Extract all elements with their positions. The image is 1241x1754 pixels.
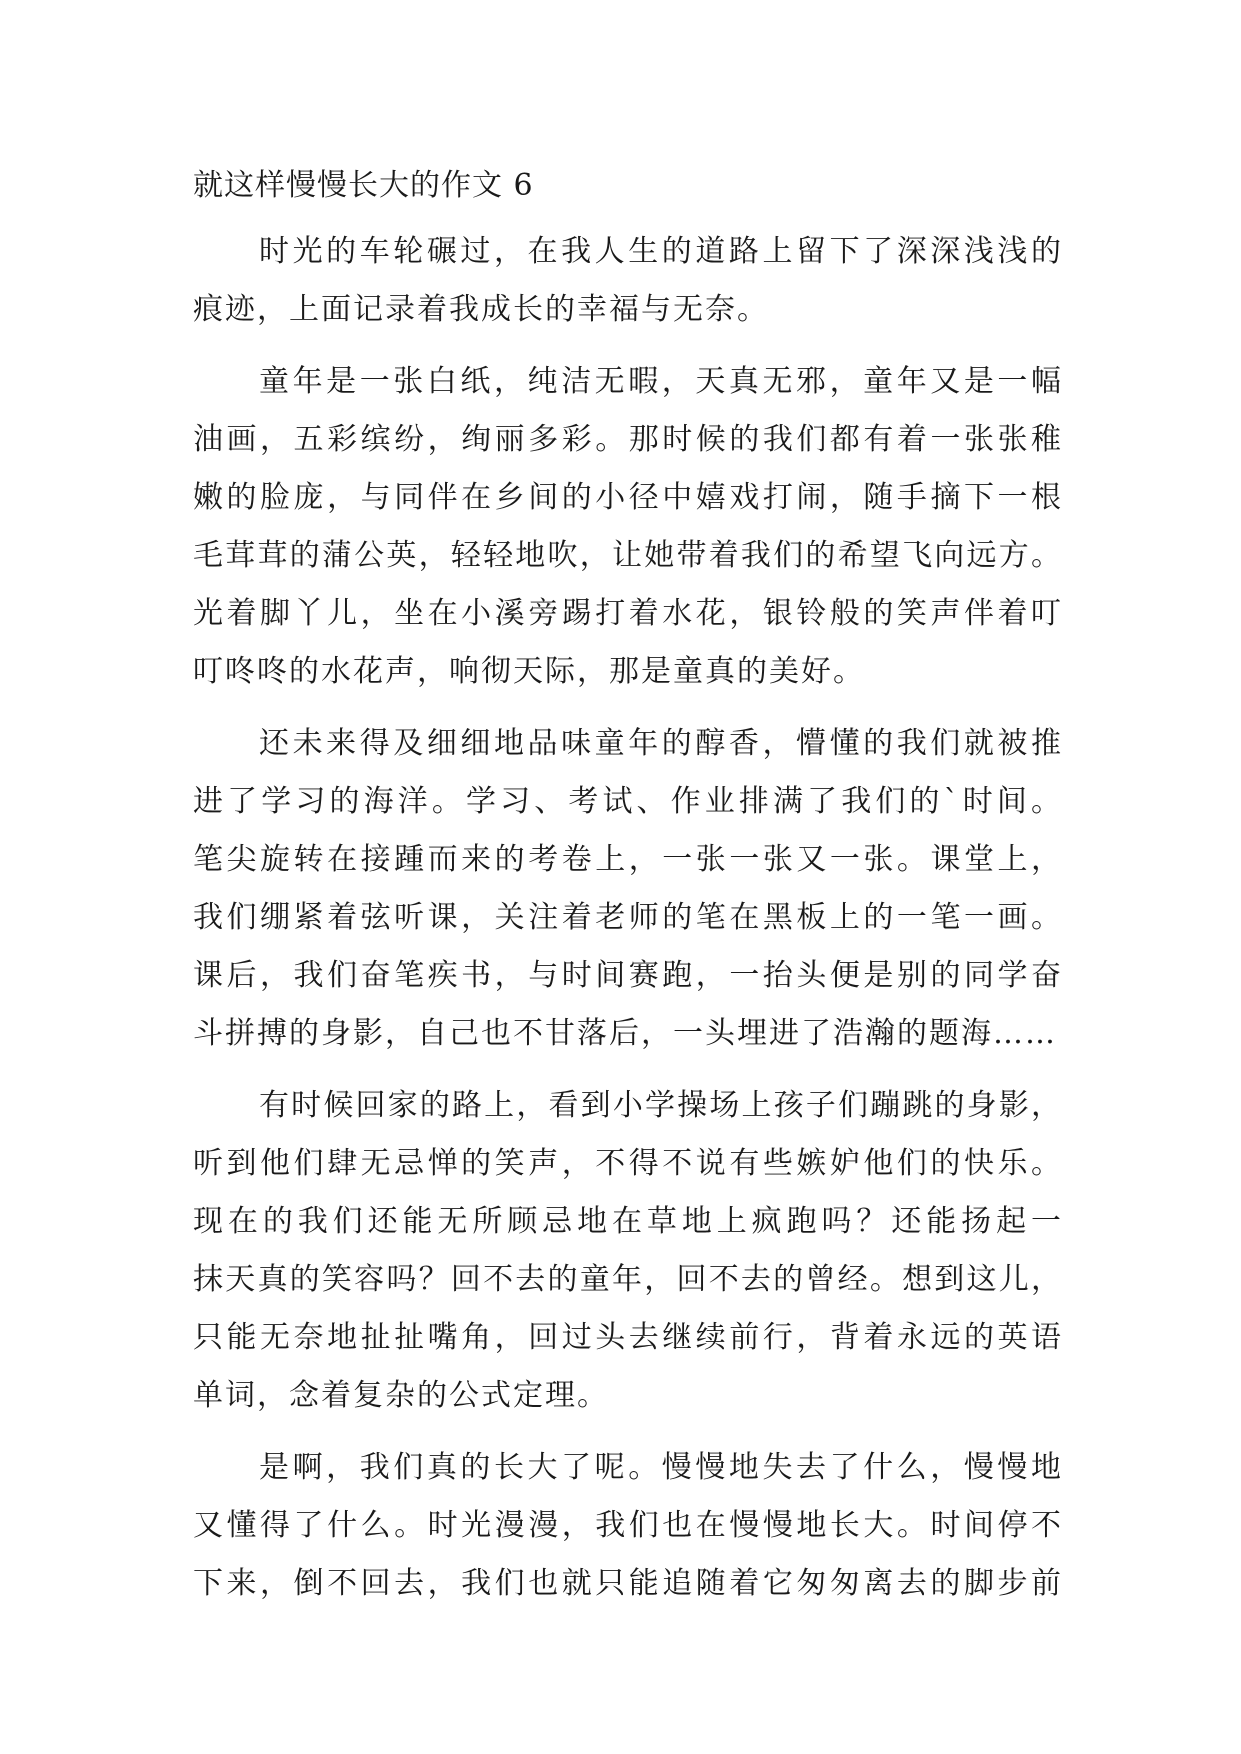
paragraph-line: 进了学习的海洋。学习、考试、作业排满了我们的`时间。: [193, 784, 1063, 819]
paragraph-line: 笔尖旋转在接踵而来的考卷上，一张一张又一张。课堂上，: [193, 842, 1063, 877]
paragraph-3: [193, 715, 1063, 1063]
paragraph-line: 抹天真的笑容吗？回不去的童年，回不去的曾经。想到这儿，: [193, 1262, 1063, 1297]
document-body: [193, 162, 1063, 1613]
paragraph-line: 现在的我们还能无所顾忌地在草地上疯跑吗？还能扬起一: [193, 1204, 1063, 1239]
paragraph-line: 是啊，我们真的长大了呢。慢慢地失去了什么，慢慢地: [259, 1450, 1063, 1485]
paragraph-line: 斗拼搏的身影，自己也不甘落后，一头埋进了浩瀚的题海……: [193, 1016, 1057, 1051]
paragraph-line: 有时候回家的路上，看到小学操场上孩子们蹦跳的身影，: [259, 1088, 1063, 1123]
paragraph-line: 听到他们肆无忌惮的笑声，不得不说有些嫉妒他们的快乐。: [193, 1146, 1063, 1181]
paragraph-2: [193, 353, 1063, 701]
paragraph-line: 童年是一张白纸，纯洁无暇，天真无邪，童年又是一幅: [259, 364, 1063, 399]
paragraph-line: 课后，我们奋笔疾书，与时间赛跑，一抬头便是别的同学奋: [193, 958, 1063, 993]
paragraph-line: 下来，倒不回去，我们也就只能追随着它匆匆离去的脚步前: [193, 1566, 1063, 1601]
paragraph-line: 嫩的脸庞，与同伴在乡间的小径中嬉戏打闹，随手摘下一根: [193, 480, 1063, 515]
paragraph-line: 光着脚丫儿，坐在小溪旁踢打着水花，银铃般的笑声伴着叮: [193, 596, 1063, 631]
paragraph-line: 单词，念着复杂的公式定理。: [193, 1378, 609, 1413]
paragraph-4: [193, 1077, 1063, 1425]
paragraph-line: 又懂得了什么。时光漫漫，我们也在慢慢地长大。时间停不: [193, 1508, 1063, 1543]
paragraph-line: 毛茸茸的蒲公英，轻轻地吹，让她带着我们的希望飞向远方。: [193, 538, 1063, 573]
paragraph-line: 叮咚咚的水花声，响彻天际，那是童真的美好。: [193, 654, 865, 689]
paragraph-line: 时光的车轮碾过，在我人生的道路上留下了深深浅浅的: [259, 234, 1063, 269]
paragraph-line: 还未来得及细细地品味童年的醇香，懵懂的我们就被推: [259, 726, 1063, 761]
paragraph-line: 痕迹，上面记录着我成长的幸福与无奈。: [193, 292, 769, 327]
paragraph-line: 油画，五彩缤纷，绚丽多彩。那时候的我们都有着一张张稚: [193, 422, 1063, 457]
paragraph-1: [193, 223, 1063, 339]
document-title: 就这样慢慢长大的作文 6: [193, 168, 534, 203]
paragraph-line: 只能无奈地扯扯嘴角，回过头去继续前行，背着永远的英语: [193, 1320, 1063, 1355]
paragraph-5: [193, 1439, 1063, 1613]
paragraph-line: 我们绷紧着弦听课，关注着老师的笔在黑板上的一笔一画。: [193, 900, 1063, 935]
